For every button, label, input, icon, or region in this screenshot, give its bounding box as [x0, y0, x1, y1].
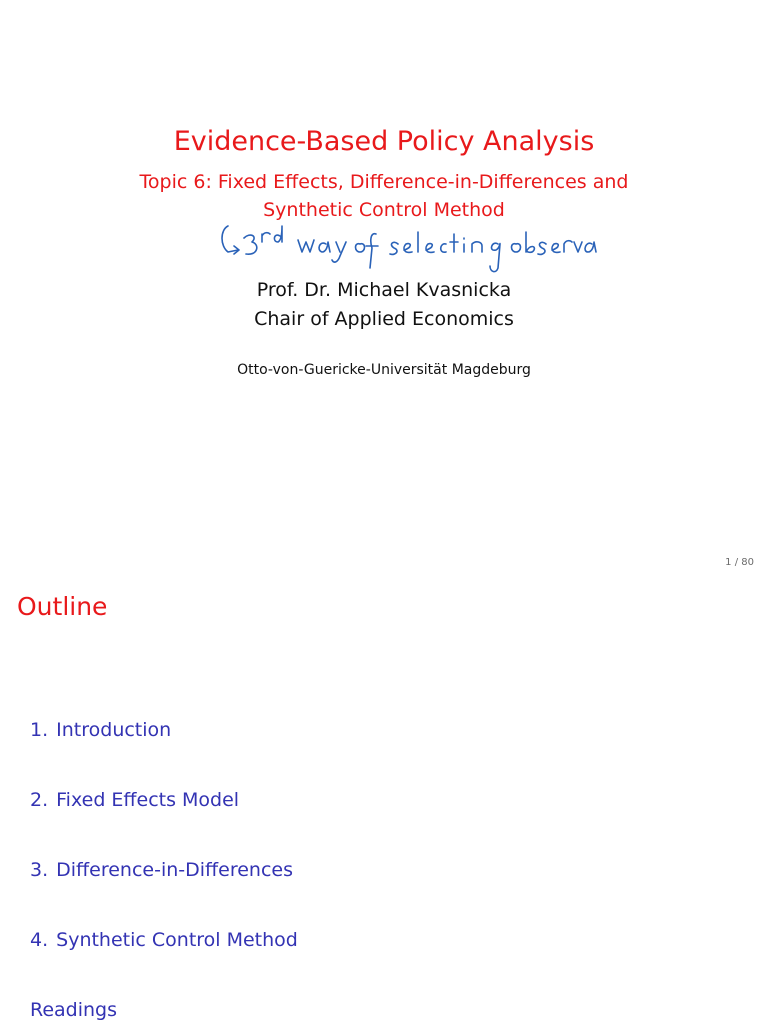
outline-item-readings[interactable]: [30, 997, 117, 1023]
outline-item-label: Readings: [30, 999, 118, 1021]
author-name: Prof. Dr. Michael Kvasnicka: [256, 279, 512, 301]
outline-item-fixed-effects[interactable]: [30, 787, 239, 813]
outline-item-number: 1.: [30, 719, 49, 741]
author-chair: Chair of Applied Economics: [254, 308, 514, 330]
university-affiliation: Otto-von-Guericke-Universität Magdeburg: [237, 362, 531, 378]
outline-slide: [0, 578, 768, 1024]
outline-item-difference-in-differences[interactable]: [30, 857, 293, 883]
topic-subtitle-line-2: Synthetic Control Method: [263, 199, 505, 221]
outline-item-label: Difference-in-Differences: [56, 859, 293, 881]
outline-item-label: Fixed Effects Model: [56, 789, 240, 811]
handwritten-annotation: [200, 212, 600, 280]
topic-subtitle-line-1: Topic 6: Fixed Effects, Difference-in-Differences and: [139, 171, 629, 193]
outline-item-introduction[interactable]: [30, 717, 171, 743]
presentation-title: Evidence-Based Policy Analysis: [173, 126, 595, 157]
outline-item-number: 4.: [30, 929, 49, 951]
outline-item-label: Introduction: [56, 719, 172, 741]
page-number: 1 / 80: [725, 557, 754, 568]
outline-item-number: 3.: [30, 859, 49, 881]
outline-item-synthetic-control[interactable]: [30, 927, 298, 953]
outline-title: Outline: [17, 592, 108, 621]
handwritten-note-image: [200, 212, 600, 280]
outline-item-label: Synthetic Control Method: [56, 929, 298, 951]
outline-item-number: 2.: [30, 789, 49, 811]
